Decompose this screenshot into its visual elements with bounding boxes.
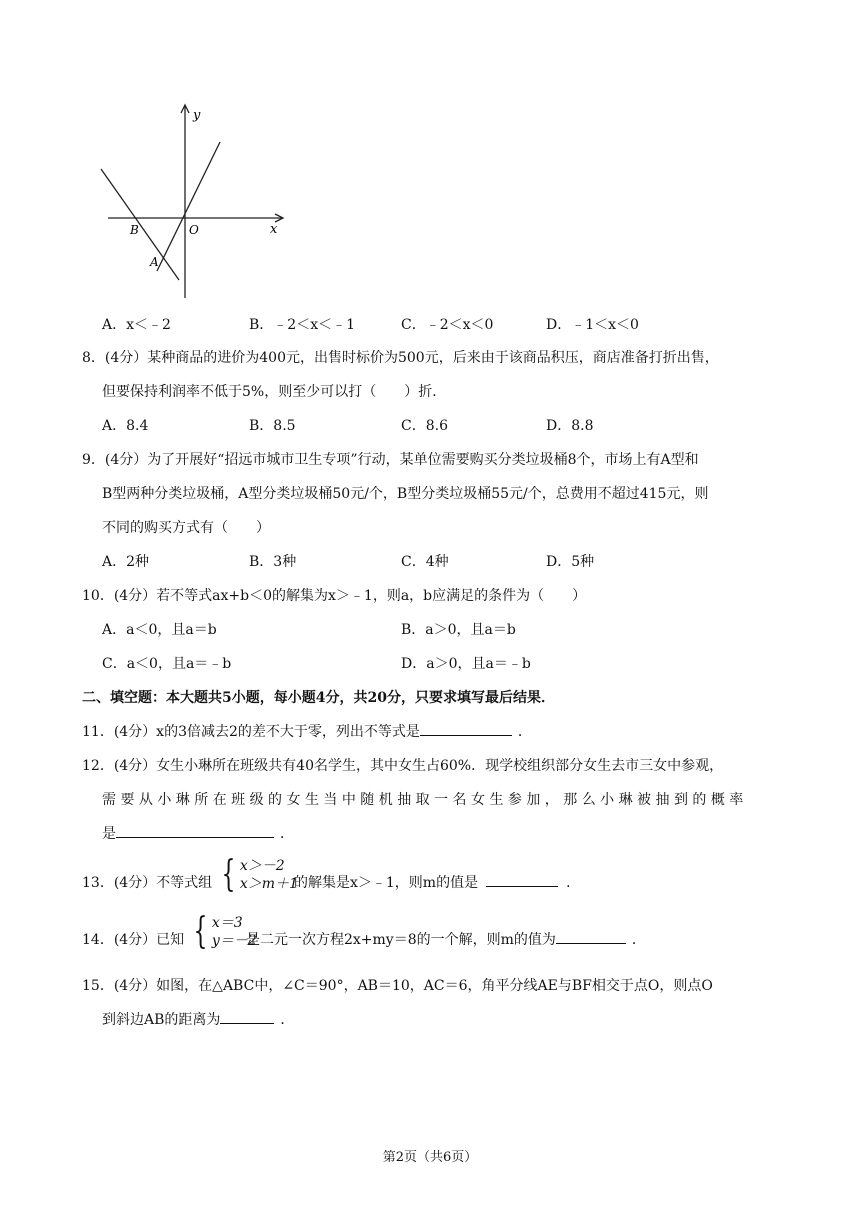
q9-option-c: C．4种 <box>401 554 449 570</box>
q8-option-d: D．8.8 <box>546 418 594 434</box>
line-through-b <box>101 169 179 280</box>
q9-line-2: B型两种分类垃圾桶，A型分类垃圾桶50元/个，B型分类垃圾桶55元/个，总费用不超过415元，则 <box>102 486 709 502</box>
q13-brace-icon: { <box>221 854 236 895</box>
q14-prefix: 14．(4分）已知 <box>82 932 185 948</box>
line-through-origin <box>157 142 220 271</box>
q10-option-b: B．a＞0，且a＝b <box>401 622 516 638</box>
q9-option-a: A．2种 <box>102 554 150 570</box>
q15-end: ． <box>280 1012 295 1028</box>
q14-answer-blank[interactable] <box>556 929 626 944</box>
q14-suffix: 是二元一次方程2x+my＝8的一个解，则m的值为 <box>246 932 556 948</box>
q9-line-3: 不同的购买方式有（ ） <box>102 520 270 536</box>
q15-line-2: 到斜边AB的距离为 <box>102 1012 221 1028</box>
q8-option-a: A．8.4 <box>102 418 149 434</box>
q12-line-3-text: 是 <box>102 826 116 842</box>
q7-option-c: C．﹣2＜x＜0 <box>401 317 494 333</box>
q14-brace-icon: { <box>193 911 208 952</box>
q13-suffix: 的解集是x＞﹣1，则m的值是 <box>294 875 479 891</box>
q13-prefix: 13．(4分）不等式组 <box>82 875 213 891</box>
q15-answer-blank[interactable] <box>220 1009 274 1024</box>
q7-option-b: B．﹣2＜x＜﹣1 <box>249 317 355 333</box>
point-a-label: A <box>150 255 159 269</box>
q13-answer-blank[interactable] <box>486 872 558 887</box>
q13-inequality-system <box>217 854 298 895</box>
q10-option-c: C．a＜0，且a＝﹣b <box>102 656 232 672</box>
q11-answer-blank[interactable] <box>420 721 512 736</box>
q12-line-2: 需 要 从 小 琳 所 在 班 级 的 女 生 当 中 随 机 抽 取 一 名 女 生 参 加 ， 那 么 小 琳 被 抽 到 的 概 率 <box>102 792 744 808</box>
q15-line-1: 15．(4分）如图，在△ABC中，∠C＝90°，AB＝10，AC＝6，角平分线AE与BF相交于点O，则点O <box>82 978 713 994</box>
q7-option-a: A．x＜﹣2 <box>102 317 171 333</box>
origin-label: O <box>189 223 199 237</box>
q11-end: ． <box>517 724 532 740</box>
q12-answer-blank[interactable] <box>116 823 274 838</box>
point-b-label: B <box>130 223 139 237</box>
q8-line-1: 8．(4分）某种商品的进价为400元，出售时标价为500元，后来由于该商品积压，商店准备打折出售， <box>82 350 719 366</box>
q11-text: 11．(4分）x的3倍减去2的差不大于零，列出不等式是 <box>82 724 420 740</box>
q13-end: ． <box>566 875 581 891</box>
q13-suffix-line <box>294 872 580 892</box>
section-2-heading: 二、填空题：本大题共5小题，每小题4分，共20分，只要求填写最后结果． <box>82 690 555 706</box>
q8-option-b: B．8.5 <box>249 418 296 434</box>
q12-line-1: 12．(4分）女生小琳所在班级共有40名学生，其中女生占60%．现学校组织部分女生去市三女中参观， <box>82 758 724 774</box>
question-7-graph <box>96 102 292 300</box>
q9-line-1: 9．(4分）为了开展好“招远市城市卫生专项”行动，某单位需要购买分类垃圾桶8个，市场上有A型和 <box>82 452 699 468</box>
q14-suffix-line <box>246 929 646 949</box>
q9-option-b: B．3种 <box>249 554 297 570</box>
q14-system-line-1: x＝3 <box>211 915 243 931</box>
y-axis-label: y <box>193 108 201 123</box>
q14-end: ． <box>631 932 646 948</box>
q9-option-d: D．5种 <box>546 554 595 570</box>
q10-option-d: D．a＞0，且a＝﹣b <box>401 656 531 672</box>
q7-option-d: D．﹣1＜x＜0 <box>546 317 639 333</box>
q14-system-line-2: y＝－2 <box>211 933 257 949</box>
q12-line-3 <box>102 823 294 843</box>
q15-line-2-wrap <box>102 1009 294 1029</box>
q13-system-line-1: x＞－2 <box>239 858 285 874</box>
q13-system-line-2: x＞m＋1 <box>239 876 298 892</box>
q10-line-1: 10．(4分）若不等式ax+b＜0的解集为x＞﹣1，则a，b应满足的条件为（ ） <box>82 588 587 604</box>
q8-line-2: 但要保持利润率不低于5%，则至少可以打（ ）折． <box>102 384 447 400</box>
q8-option-c: C．8.6 <box>401 418 448 434</box>
page-footer: 第2页（共6页） <box>382 1150 478 1165</box>
q11-line <box>82 721 532 741</box>
q10-option-a: A．a＜0，且a＝b <box>102 622 217 638</box>
q12-end: ． <box>280 826 294 842</box>
x-axis-label: x <box>270 222 278 237</box>
